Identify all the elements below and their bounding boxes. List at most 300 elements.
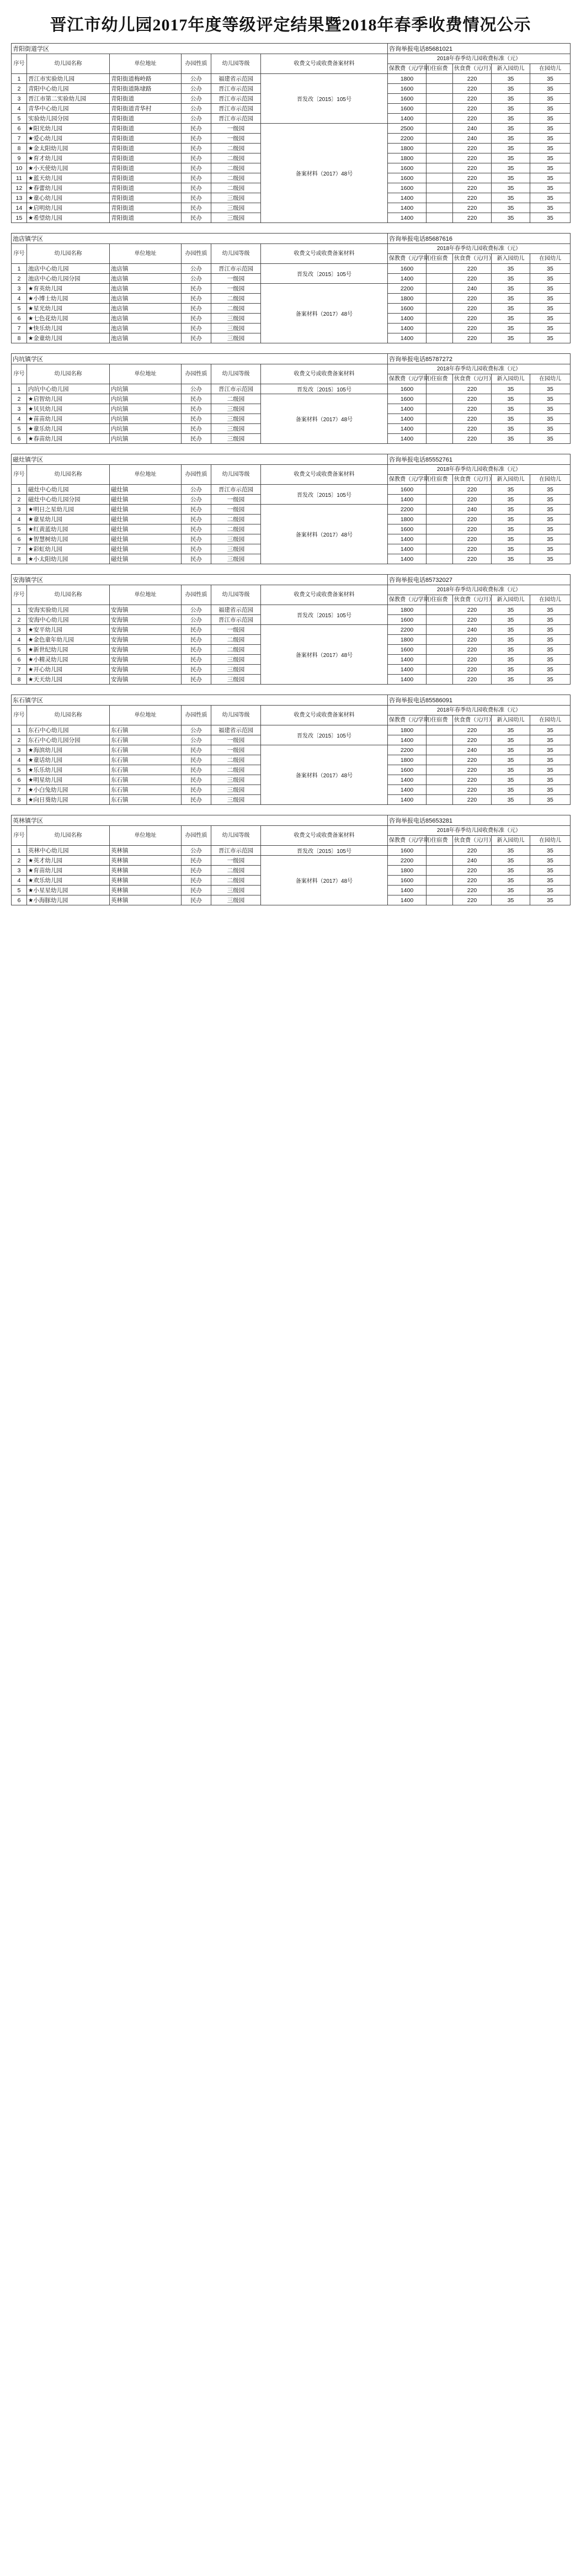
row-index: 11: [12, 173, 27, 183]
level: 晋江市示范园: [211, 84, 261, 94]
fee-table: [11, 695, 571, 805]
address: 青阳街道: [110, 183, 182, 193]
nature: 民办: [182, 645, 211, 655]
kindergarten-name: ★海滨幼儿园: [27, 745, 110, 755]
meal: 220: [453, 755, 492, 765]
row-index: 5: [12, 765, 27, 775]
row-index: 2: [12, 856, 27, 866]
address: 英林镇: [110, 895, 182, 905]
header-addr: 单位地址: [110, 706, 182, 725]
header-fee-group: 2018年春季幼儿园收费标准（元）: [388, 585, 571, 595]
kindergarten-name: ★英才幼儿园: [27, 856, 110, 866]
level: 一级园: [211, 856, 261, 866]
agency-in: 35: [530, 193, 571, 203]
kindergarten-name: ★欢乐幼儿园: [27, 876, 110, 886]
agency-new: 35: [492, 615, 530, 625]
stay: [427, 173, 453, 183]
address: 池店镇: [110, 324, 182, 333]
tuition: 1400: [388, 665, 427, 675]
agency-in: 35: [530, 124, 571, 134]
meal: 220: [453, 114, 492, 124]
meal: 220: [453, 645, 492, 655]
stay: [427, 554, 453, 564]
header-agency-in: 在园幼儿: [530, 595, 571, 605]
stay: [427, 635, 453, 645]
address: 东石镇: [110, 735, 182, 745]
agency-new: 35: [492, 74, 530, 84]
meal: 220: [453, 635, 492, 645]
meal: 240: [453, 745, 492, 755]
level: 三级园: [211, 655, 261, 665]
tuition: 1800: [388, 74, 427, 84]
stay: [427, 745, 453, 755]
section-s2: [11, 233, 570, 343]
stay: [427, 655, 453, 665]
kindergarten-name: 内坑中心幼儿园: [27, 384, 110, 394]
meal: 220: [453, 414, 492, 424]
table-row: [12, 284, 571, 294]
row-index: 2: [12, 735, 27, 745]
row-index: 4: [12, 515, 27, 524]
agency-in: 35: [530, 505, 571, 515]
agency-in: 35: [530, 534, 571, 544]
level: 一级园: [211, 505, 261, 515]
kindergarten-name: 英林中心幼儿园: [27, 846, 110, 856]
tuition: 1400: [388, 414, 427, 424]
tuition: 1400: [388, 795, 427, 805]
meal: 240: [453, 134, 492, 144]
nature: 公办: [182, 94, 211, 104]
header-addr: 单位地址: [110, 826, 182, 846]
address: 磁灶镇: [110, 515, 182, 524]
stay: [427, 314, 453, 324]
address: 青阳街道: [110, 163, 182, 173]
agency-in: 35: [530, 675, 571, 685]
table-row: [12, 384, 571, 394]
kindergarten-name: ★七色花幼儿园: [27, 314, 110, 324]
kindergarten-name: ★小海豚幼儿园: [27, 895, 110, 905]
nature: 民办: [182, 284, 211, 294]
level: 晋江市示范园: [211, 114, 261, 124]
nature: 民办: [182, 895, 211, 905]
header-tuition: 保教费（元/学期）: [388, 595, 427, 605]
address: 东石镇: [110, 745, 182, 755]
tuition: 1400: [388, 655, 427, 665]
tuition: 1600: [388, 84, 427, 94]
row-index: 7: [12, 665, 27, 675]
row-index: 2: [12, 615, 27, 625]
tuition: 1400: [388, 333, 427, 343]
stay: [427, 163, 453, 173]
stay: [427, 505, 453, 515]
tuition: 1400: [388, 274, 427, 284]
agency-new: 35: [492, 104, 530, 114]
address: 内坑镇: [110, 404, 182, 414]
header-basis: 收费文号或收费备案材料: [261, 585, 388, 605]
section-title: 内坑镇学区: [12, 354, 388, 364]
basis-cell: 备案材料（2017）48号: [261, 394, 388, 444]
nature: 民办: [182, 193, 211, 203]
agency-new: 35: [492, 94, 530, 104]
stay: [427, 324, 453, 333]
stay: [427, 534, 453, 544]
agency-in: 35: [530, 314, 571, 324]
level: 二级园: [211, 173, 261, 183]
address: 东石镇: [110, 725, 182, 735]
agency-new: 35: [492, 524, 530, 534]
meal: 220: [453, 434, 492, 444]
header-stay: 住宿费: [427, 715, 453, 725]
nature: 公办: [182, 84, 211, 94]
stay: [427, 605, 453, 615]
tuition: 1600: [388, 765, 427, 775]
level: 福建省示范园: [211, 605, 261, 615]
kindergarten-name: ★向日葵幼儿园: [27, 795, 110, 805]
meal: 220: [453, 183, 492, 193]
header-basis: 收费文号或收费备案材料: [261, 465, 388, 485]
table-header-row: [12, 364, 571, 374]
nature: 民办: [182, 134, 211, 144]
tuition: 1400: [388, 314, 427, 324]
stay: [427, 183, 453, 193]
nature: 公办: [182, 605, 211, 615]
table-row: [12, 625, 571, 635]
agency-in: 35: [530, 485, 571, 495]
nature: 民办: [182, 655, 211, 665]
basis-cell: 晋发改〔2015〕105号: [261, 264, 388, 284]
kindergarten-name: ★贝贝幼儿园: [27, 404, 110, 414]
tuition: 1600: [388, 846, 427, 856]
header-fee-group: 2018年春季幼儿园收费标准（元）: [388, 244, 571, 254]
tuition: 1600: [388, 104, 427, 114]
address: 青阳街道: [110, 124, 182, 134]
header-agency-new: 新入园幼儿: [492, 836, 530, 846]
agency-new: 35: [492, 495, 530, 505]
level: 三级园: [211, 554, 261, 564]
stay: [427, 735, 453, 745]
agency-in: 35: [530, 515, 571, 524]
tuition: 1800: [388, 635, 427, 645]
table-header-row: [12, 706, 571, 715]
address: 磁灶镇: [110, 485, 182, 495]
kindergarten-name: ★童心幼儿园: [27, 193, 110, 203]
kindergarten-name: ★启智幼儿园: [27, 394, 110, 404]
agency-in: 35: [530, 163, 571, 173]
stay: [427, 114, 453, 124]
address: 东石镇: [110, 755, 182, 765]
agency-new: 35: [492, 264, 530, 274]
nature: 民办: [182, 554, 211, 564]
agency-new: 35: [492, 605, 530, 615]
tuition: 2200: [388, 284, 427, 294]
row-index: 6: [12, 895, 27, 905]
row-index: 14: [12, 203, 27, 213]
stay: [427, 333, 453, 343]
agency-in: 35: [530, 183, 571, 193]
nature: 民办: [182, 876, 211, 886]
meal: 220: [453, 735, 492, 745]
header-agency-new: 新入园幼儿: [492, 374, 530, 384]
meal: 220: [453, 534, 492, 544]
address: 内坑镇: [110, 424, 182, 434]
address: 内坑镇: [110, 394, 182, 404]
row-index: 1: [12, 725, 27, 735]
header-nature: 办园性质: [182, 706, 211, 725]
header-idx: 序号: [12, 706, 27, 725]
level: 晋江市示范园: [211, 846, 261, 856]
stay: [427, 775, 453, 785]
meal: 220: [453, 485, 492, 495]
stay: [427, 795, 453, 805]
meal: 220: [453, 675, 492, 685]
kindergarten-name: ★金太阳幼儿园: [27, 144, 110, 153]
stay: [427, 284, 453, 294]
nature: 公办: [182, 495, 211, 505]
level: 一级园: [211, 625, 261, 635]
stay: [427, 74, 453, 84]
address: 安海镇: [110, 635, 182, 645]
kindergarten-name: 东石中心幼儿园分园: [27, 735, 110, 745]
table-row: [12, 485, 571, 495]
kindergarten-name: ★爱心幼儿园: [27, 134, 110, 144]
agency-in: 35: [530, 134, 571, 144]
meal: 220: [453, 384, 492, 394]
header-nature: 办园性质: [182, 364, 211, 384]
hotline-text: 咨询举报电话85653281: [388, 815, 571, 826]
row-index: 7: [12, 324, 27, 333]
agency-in: 35: [530, 104, 571, 114]
tuition: 1600: [388, 615, 427, 625]
level: 一级园: [211, 124, 261, 134]
row-index: 1: [12, 384, 27, 394]
address: 池店镇: [110, 333, 182, 343]
hotline-text: 咨询举报电话85552761: [388, 454, 571, 465]
header-level: 幼儿园等级: [211, 244, 261, 264]
agency-new: 35: [492, 183, 530, 193]
meal: 220: [453, 795, 492, 805]
table-header-row: [12, 585, 571, 595]
basis-cell: 晋发改〔2015〕105号: [261, 725, 388, 745]
address: 磁灶镇: [110, 534, 182, 544]
agency-new: 35: [492, 725, 530, 735]
agency-new: 35: [492, 384, 530, 394]
nature: 民办: [182, 144, 211, 153]
level: 三级园: [211, 544, 261, 554]
kindergarten-name: ★星光幼儿园: [27, 304, 110, 314]
kindergarten-name: ★小太阳幼儿园: [27, 554, 110, 564]
header-tuition: 保教费（元/学期）: [388, 64, 427, 74]
agency-in: 35: [530, 625, 571, 635]
address: 东石镇: [110, 765, 182, 775]
kindergarten-name: ★快乐幼儿园: [27, 324, 110, 333]
table-header-row: [12, 826, 571, 836]
kindergarten-name: ★童乐幼儿园: [27, 424, 110, 434]
header-tuition: 保教费（元/学期）: [388, 254, 427, 264]
row-index: 6: [12, 655, 27, 665]
header-meal: 伙食费（元/月）: [453, 374, 492, 384]
agency-new: 35: [492, 394, 530, 404]
tuition: 1400: [388, 495, 427, 505]
tuition: 1600: [388, 264, 427, 274]
header-fee-group: 2018年春季幼儿园收费标准（元）: [388, 465, 571, 475]
stay: [427, 124, 453, 134]
agency-new: 35: [492, 675, 530, 685]
level: 晋江市示范园: [211, 384, 261, 394]
agency-new: 35: [492, 544, 530, 554]
meal: 220: [453, 274, 492, 284]
header-addr: 单位地址: [110, 364, 182, 384]
tuition: 1400: [388, 886, 427, 895]
agency-new: 35: [492, 785, 530, 795]
row-index: 4: [12, 876, 27, 886]
kindergarten-name: ★苗苗幼儿园: [27, 414, 110, 424]
address: 池店镇: [110, 284, 182, 294]
agency-in: 35: [530, 384, 571, 394]
row-index: 8: [12, 333, 27, 343]
kindergarten-name: ★明星幼儿园: [27, 775, 110, 785]
level: 二级园: [211, 144, 261, 153]
header-name: 幼儿园名称: [27, 54, 110, 74]
tuition: 1400: [388, 554, 427, 564]
header-agency-in: 在园幼儿: [530, 374, 571, 384]
table-header-row: [12, 244, 571, 254]
agency-in: 35: [530, 745, 571, 755]
agency-in: 35: [530, 114, 571, 124]
tuition: 1600: [388, 94, 427, 104]
row-index: 5: [12, 114, 27, 124]
tuition: 1600: [388, 524, 427, 534]
stay: [427, 134, 453, 144]
agency-in: 35: [530, 645, 571, 655]
level: 三级园: [211, 213, 261, 223]
header-name: 幼儿园名称: [27, 706, 110, 725]
agency-new: 35: [492, 144, 530, 153]
agency-in: 35: [530, 635, 571, 645]
meal: 220: [453, 775, 492, 785]
basis-cell: 备案材料（2017）48号: [261, 284, 388, 343]
stay: [427, 264, 453, 274]
nature: 民办: [182, 394, 211, 404]
kindergarten-name: 安海中心幼儿园: [27, 615, 110, 625]
section-header-row: [12, 44, 571, 54]
header-idx: 序号: [12, 364, 27, 384]
nature: 民办: [182, 755, 211, 765]
row-index: 3: [12, 866, 27, 876]
header-tuition: 保教费（元/学期）: [388, 836, 427, 846]
kindergarten-name: 安海实验幼儿园: [27, 605, 110, 615]
level: 三级园: [211, 314, 261, 324]
nature: 民办: [182, 795, 211, 805]
header-stay: 住宿费: [427, 595, 453, 605]
row-index: 2: [12, 274, 27, 284]
table-row: [12, 725, 571, 735]
address: 青阳街道: [110, 173, 182, 183]
level: 三级园: [211, 775, 261, 785]
row-index: 13: [12, 193, 27, 203]
row-index: 5: [12, 424, 27, 434]
kindergarten-name: 东石中心幼儿园: [27, 725, 110, 735]
header-meal: 伙食费（元/月）: [453, 715, 492, 725]
agency-in: 35: [530, 284, 571, 294]
header-fee-group: 2018年春季幼儿园收费标准（元）: [388, 54, 571, 64]
address: 东石镇: [110, 785, 182, 795]
meal: 240: [453, 505, 492, 515]
row-index: 12: [12, 183, 27, 193]
document-page: [11, 0, 570, 926]
agency-in: 35: [530, 856, 571, 866]
row-index: 6: [12, 124, 27, 134]
nature: 公办: [182, 725, 211, 735]
kindergarten-name: ★小白兔幼儿园: [27, 785, 110, 795]
kindergarten-name: ★彩虹幼儿园: [27, 544, 110, 554]
kindergarten-name: ★金色童年幼儿园: [27, 635, 110, 645]
level: 三级园: [211, 404, 261, 414]
section-title: 青阳街道学区: [12, 44, 388, 54]
nature: 民办: [182, 294, 211, 304]
kindergarten-name: ★乐乐幼儿园: [27, 765, 110, 775]
tuition: 1400: [388, 735, 427, 745]
level: 三级园: [211, 434, 261, 444]
agency-new: 35: [492, 645, 530, 655]
agency-new: 35: [492, 84, 530, 94]
stay: [427, 675, 453, 685]
row-index: 7: [12, 134, 27, 144]
tuition: 1800: [388, 866, 427, 876]
header-level: 幼儿园等级: [211, 826, 261, 846]
level: 一级园: [211, 745, 261, 755]
address: 青阳街道陈埭路: [110, 84, 182, 94]
tuition: 1400: [388, 193, 427, 203]
stay: [427, 434, 453, 444]
meal: 220: [453, 665, 492, 675]
level: 三级园: [211, 534, 261, 544]
agency-in: 35: [530, 775, 571, 785]
row-index: 1: [12, 485, 27, 495]
tuition: 1400: [388, 544, 427, 554]
row-index: 5: [12, 886, 27, 895]
meal: 220: [453, 895, 492, 905]
agency-in: 35: [530, 544, 571, 554]
section-header-row: [12, 575, 571, 585]
row-index: 3: [12, 404, 27, 414]
agency-in: 35: [530, 414, 571, 424]
section-s3: [11, 353, 570, 444]
level: 三级园: [211, 886, 261, 895]
meal: 220: [453, 615, 492, 625]
level: 三级园: [211, 785, 261, 795]
agency-in: 35: [530, 554, 571, 564]
agency-in: 35: [530, 274, 571, 284]
level: 三级园: [211, 193, 261, 203]
row-index: 2: [12, 84, 27, 94]
agency-new: 35: [492, 274, 530, 284]
agency-new: 35: [492, 424, 530, 434]
header-nature: 办园性质: [182, 585, 211, 605]
header-fee-group: 2018年春季幼儿园收费标准（元）: [388, 364, 571, 374]
kindergarten-name: 池店中心幼儿园分园: [27, 274, 110, 284]
address: 青阳街道青华村: [110, 104, 182, 114]
agency-in: 35: [530, 795, 571, 805]
meal: 240: [453, 625, 492, 635]
agency-in: 35: [530, 755, 571, 765]
header-idx: 序号: [12, 826, 27, 846]
agency-new: 35: [492, 284, 530, 294]
meal: 220: [453, 163, 492, 173]
meal: 220: [453, 655, 492, 665]
agency-in: 35: [530, 725, 571, 735]
kindergarten-name: 晋江市第二实验幼儿园: [27, 94, 110, 104]
table-row: [12, 505, 571, 515]
